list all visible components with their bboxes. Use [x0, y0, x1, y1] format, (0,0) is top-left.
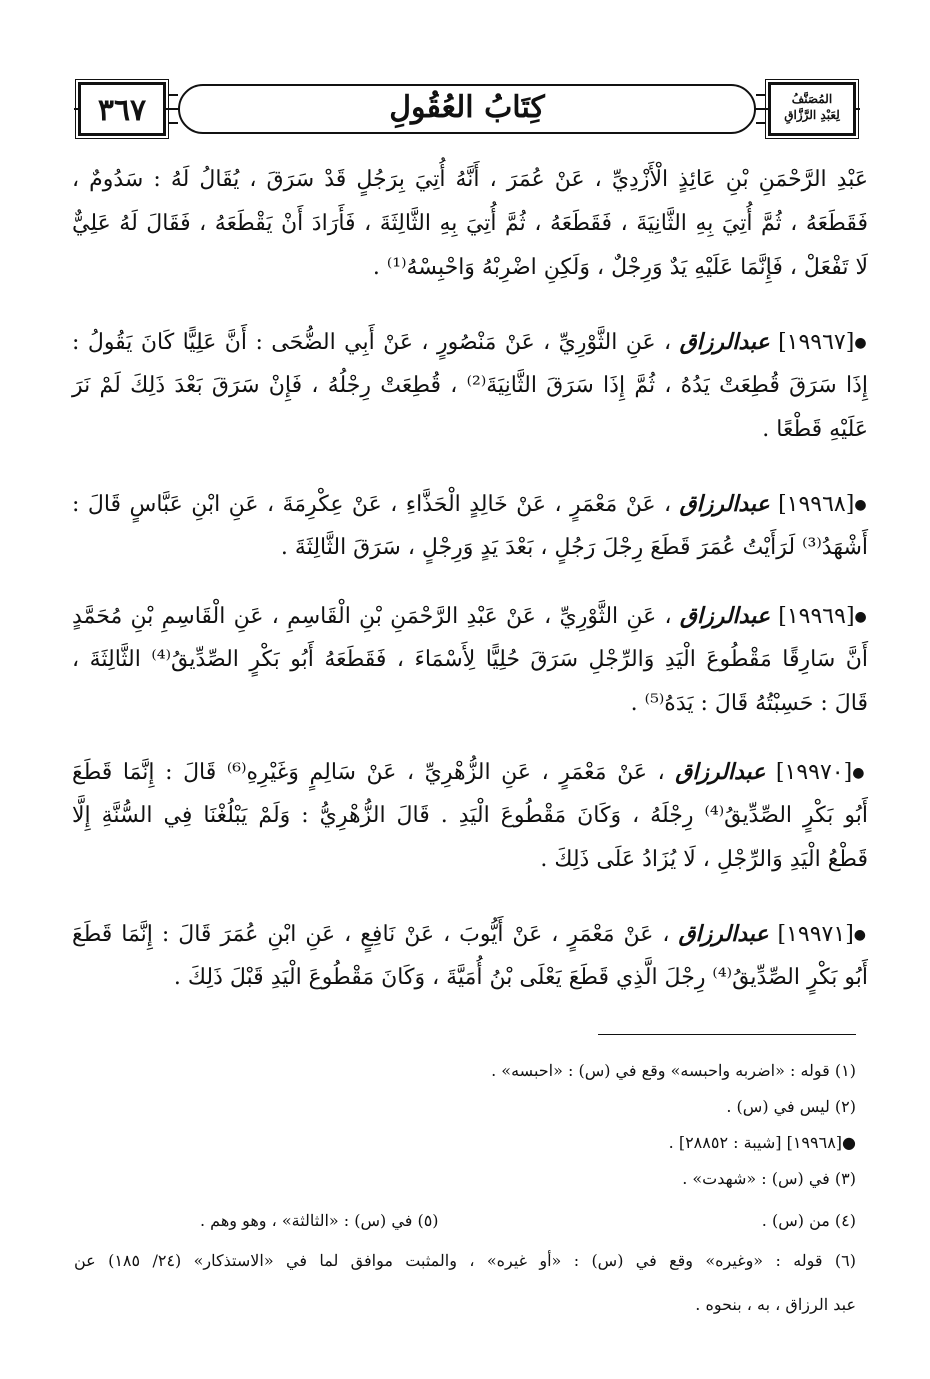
book-logo — [771, 91, 853, 123]
narrator-name: عبدالرزاق — [679, 603, 770, 629]
hadith-bullet: ● — [852, 765, 868, 781]
page-number-frame — [78, 82, 166, 136]
hadith-19970-line — [72, 750, 868, 794]
line-text: فَقَطَعَهُ ، ثُمَّ أُتِيَ بِهِ الثَّانِيَةَ ، فَقَطَعَهُ ، ثُمَّ أُتِيَ بِهِ الثَّالِثَةَ ، فَأَرَادَ أَنْ يَقْطَعَهُ ، فَقَالَ لَهُ عَلِيٌّ — [72, 211, 868, 236]
book-title: كِتَابُ العُقُولِ — [389, 90, 545, 125]
line-text: ، عَنْ مَعْمَرٍ ، عَنْ أَيُّوبَ ، عَنْ نَافِعٍ ، عَنِ ابْنِ عُمَرَ قَالَ : إِنَّمَا قَطَعَ — [72, 922, 670, 947]
text-line — [72, 408, 868, 452]
narrator-name: عبدالرزاق — [675, 759, 766, 785]
logo-line-2: لِعَبْدِ الرَّزَّاقِ — [784, 108, 840, 122]
line-text: ، عَنْ مَعْمَرٍ ، عَنْ خَالِدٍ الْحَذَّاءِ ، عَنْ عِكْرِمَةَ ، عَنِ ابْنِ عَبَّاسٍ قَالَ : — [72, 492, 672, 517]
text-line — [72, 682, 868, 726]
hadith-19971-line — [72, 912, 868, 956]
text-line — [72, 202, 868, 246]
line-text: عَبْدِ الرَّحْمَنِ بْنِ عَائِذٍ الْأَزْدِيِّ ، عَنْ عُمَرَ ، أَنَّهُ أُتِيَ بِرَجُلٍ قَدْ سَرَقَ ، يُقَالُ لَهُ : سَدُومٌ ، — [72, 167, 868, 192]
footnote-separator — [598, 1034, 856, 1035]
hadith-bullet: ● — [854, 335, 868, 351]
line-text: قَالَ : حَسِبْتُهُ قَالَ : يَدَهُ⁽⁵⁾ . — [630, 691, 868, 716]
page-header — [74, 80, 860, 140]
hadith-number: [١٩٩٦٩] — [778, 604, 855, 629]
line-text: قَطْعُ الْيَدِ وَالرِّجْلِ ، لَا يُزَادُ عَلَى ذَلِكَ . — [540, 847, 868, 872]
hadith-number: [١٩٩٦٧] — [778, 330, 855, 355]
line-text: أَنَّ سَارِقًا مَقْطُوعَ الْيَدِ وَالرِّجْلِ سَرَقَ حُلِيًّا لِأَسْمَاءَ ، فَقَطَعَهُ أَبُو بَكْرٍ الصِّدِّيقُ⁽⁴⁾ الثَّالِثَةَ ، — [72, 647, 868, 672]
text-line — [72, 838, 868, 882]
line-text: إِذَا سَرَقَ قُطِعَتْ يَدُهُ ، ثُمَّ إِذَا سَرَقَ الثَّانِيَةَ⁽²⁾ ، قُطِعَتْ رِجْلُهُ ، فَإِنْ سَرَقَ بَعْدَ ذَلِكَ لَمْ نَرَ — [72, 373, 868, 398]
hadith-bullet: ● — [854, 609, 869, 625]
logo-line-1: المُصَنَّفُ — [791, 92, 833, 106]
header-ornament-right — [756, 94, 766, 124]
line-text: أَبُو بَكْرٍ الصِّدِّيقُ⁽⁴⁾ رِجْلَ الَّذِي قَطَعَ يَعْلَى بْنُ أُمَيَّةَ ، وَكَانَ مَقْطُوعَ الْيَدِ قَبْلَ ذَلِكَ . — [173, 965, 868, 990]
narrator-name: عبدالرزاق — [678, 921, 769, 947]
footnote-1: (١) قوله : «اضربه واحبسه» وقع في (س) : «احبسه» . — [491, 1061, 856, 1080]
line-text: أَبُو بَكْرٍ الصِّدِّيقُ⁽⁴⁾ رِجْلَهُ ، وَكَانَ مَقْطُوعَ الْيَدِ . قَالَ الزُّهْرِيُّ : وَلَمْ يَبْلُغْنَا فِي السُّنَّةِ إِلَّا — [72, 803, 868, 828]
book-title-frame — [178, 84, 756, 134]
text-line — [72, 526, 868, 570]
footnote-4: (٤) من (س) . — [761, 1211, 856, 1230]
text-line — [72, 246, 868, 290]
hadith-19969-line — [72, 594, 868, 638]
line-text: لَا تَفْعَلْ ، فَإِنَّمَا عَلَيْهِ يَدٌ وَرِجْلٌ ، وَلَكِنِ اضْرِبْهُ وَاحْبِسْهُ⁽¹⁾ . — [372, 255, 868, 280]
text-line — [72, 158, 868, 202]
line-text: ، عَنِ الثَّوْرِيِّ ، عَنْ مَنْصُورٍ ، عَنْ أَبِي الضُّحَى : أَنَّ عَلِيًّا كَانَ يَقُولُ : — [72, 330, 672, 355]
narrator-name: عبدالرزاق — [679, 491, 770, 517]
text-line — [72, 364, 868, 408]
footnote-6-line-2: عبد الرزاق ، به ، بنحوه . — [695, 1295, 856, 1314]
text-line — [72, 794, 868, 838]
hadith-bullet: ● — [854, 497, 868, 513]
footnote-3: (٣) في (س) : «شهدت» . — [682, 1169, 856, 1188]
text-line — [72, 638, 868, 682]
text-line — [72, 956, 868, 1000]
line-text: أَشْهَدُ⁽³⁾ لَرَأَيْتُ عُمَرَ قَطَعَ رِجْلَ رَجُلٍ ، بَعْدَ يَدٍ وَرِجْلٍ ، سَرَقَ الثَّالِثَةَ . — [280, 535, 868, 560]
hadith-number: [١٩٩٦٨] — [778, 492, 855, 517]
hadith-number: [١٩٩٧١] — [777, 922, 854, 947]
hadith-19967-line — [72, 320, 868, 364]
footnote-6-line-1: (٦) قوله : «وغيره» وقع في (س) : «أو غيره» ، والمثبت موافق لما في «الاستذكار» (٢٤/ ١٨٥) عن — [74, 1251, 856, 1270]
line-text: ، عَنْ مَعْمَرٍ ، عَنِ الزُّهْرِيِّ ، عَنْ سَالِمٍ وَغَيْرِهِ⁽⁶⁾ قَالَ : إِنَّمَا قَطَعَ — [72, 760, 665, 785]
line-text: عَلَيْهِ قَطْعًا . — [762, 417, 868, 442]
footnote-hadith-ref: ●[١٩٩٦٨] [شيبة : ٢٨٨٥٢] . — [668, 1133, 856, 1152]
page-number: ٣٦٧ — [97, 93, 147, 128]
hadith-bullet: ● — [853, 927, 868, 943]
line-text: ، عَنِ الثَّوْرِيِّ ، عَنْ عَبْدِ الرَّحْمَنِ بْنِ الْقَاسِمِ ، عَنِ الْقَاسِمِ بْنِ مُحَمَّدٍ — [72, 604, 672, 629]
header-ornament-left — [168, 94, 178, 124]
narrator-name: عبدالرزاق — [679, 329, 770, 355]
footnote-5: (٥) في (س) : «الثالثة» ، وهو وهم . — [200, 1211, 439, 1230]
hadith-19968-line — [72, 482, 868, 526]
footnote-2: (٢) ليس في (س) . — [726, 1097, 856, 1116]
book-logo-frame — [768, 82, 856, 136]
hadith-number: [١٩٩٧٠] — [775, 760, 853, 785]
